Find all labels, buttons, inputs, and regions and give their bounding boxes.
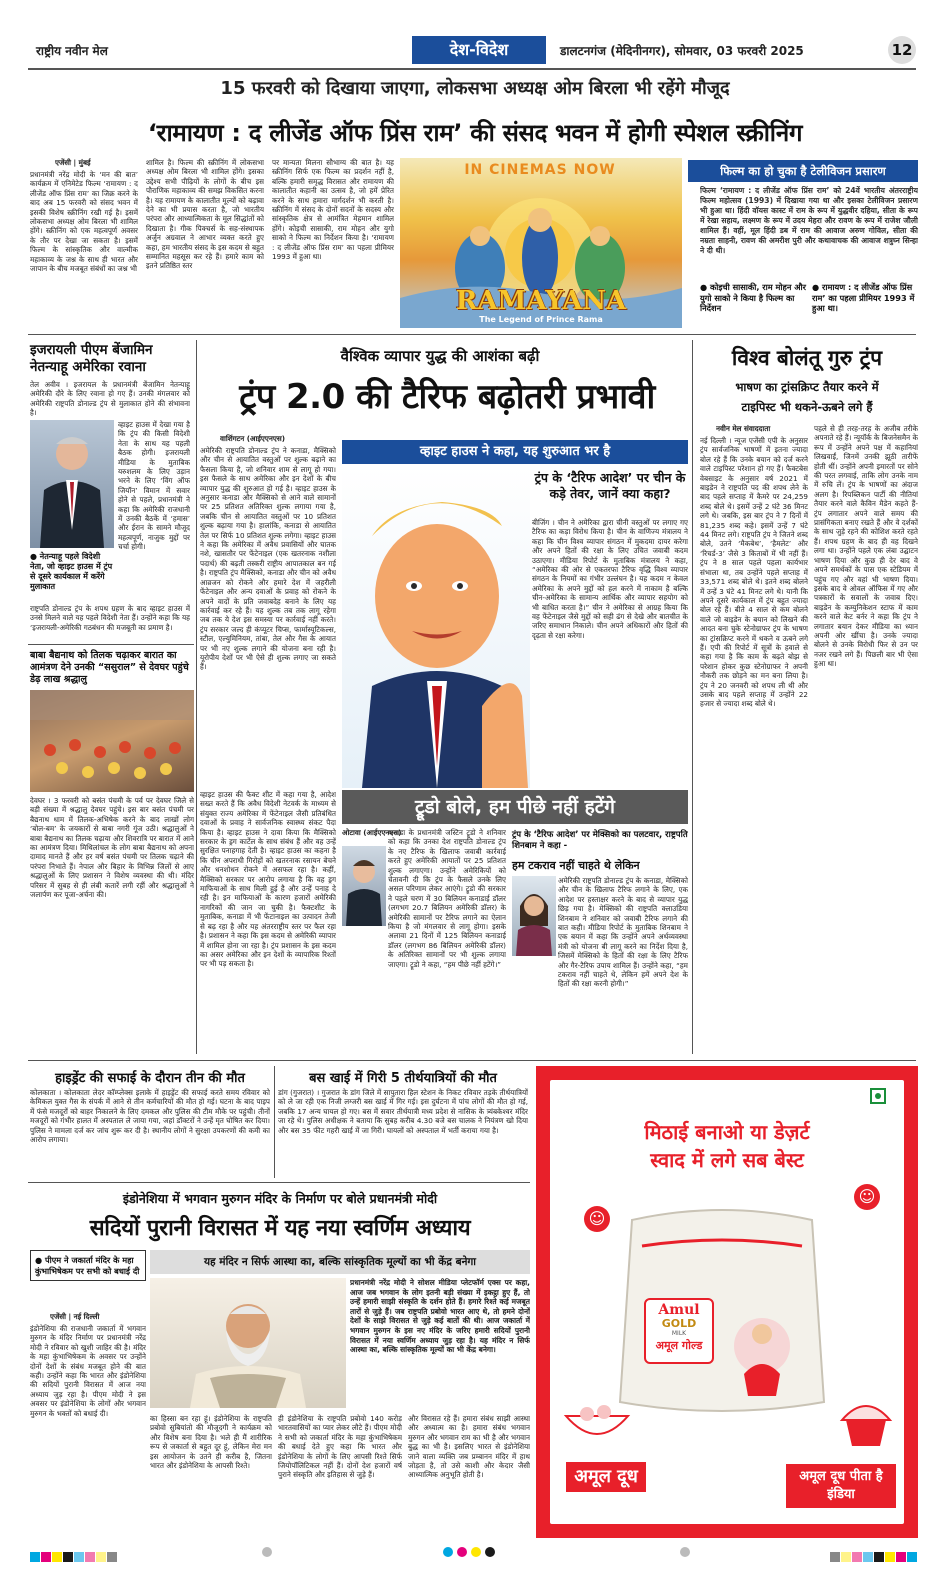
bus-headline: बस खाई में गिरी 5 तीर्थयात्रियों की मौत	[309, 1071, 497, 1086]
bus-text: डांग (गुजरात) । गुजरात के डांग जिले में सापुतारा हिल स्टेशन के निकट रविवार तड़के तीर्थयात्रियों को ले जा रही एक निजी लग्जरी बस खाई में गिर गई। इस दुर्घटना में पांच लोगों की मौत हो गई, जबकि 17 अन्य घायल हो गए। बस में सवार तीर्थयात्री मध्य प्रदेश से नासिक के त्र्यंबकेश्वर मंदिर जा रहे थे। पुलिस अधीक्षक ने बताया कि सुबह करीब 4.30 बजे बस चालक ने नियंत्रण खो दिया और बस 35 फीट गहरी खाई में जा गिरी। घायलों को अस्पताल में भर्ती कराया गया है।	[278, 1088, 528, 1135]
mexico-quote: हम टकराव नहीं चाहते थे लेकिन	[512, 859, 640, 872]
netanyahu-caption	[30, 552, 116, 592]
bullet-dot: ●	[700, 282, 710, 292]
indonesia-box	[30, 1250, 146, 1281]
netanyahu-photo	[30, 420, 114, 548]
tariff-dateline: वाशिंगटन (आईएएनएस)	[220, 434, 285, 443]
mexico-head: ट्रंप के ‘टैरिफ आदेश’ पर मेक्सिको का पलटवार, राष्ट्रपति शिनबाम ने कहा -	[512, 830, 688, 851]
reg-dot-yellow	[471, 1547, 481, 1557]
indonesia-lead: प्रधानमंत्री नरेंद्र मोदी ने सोशल मीडिया प्लेटफॉर्म एक्स पर कहा, आज जब भगवान के लोग इतनी बड़ी संख्या में इकट्ठा हुए हैं, तो उन्हें हमारी साझी संस्कृति के दर्शन होते हैं। हमारे रिश्ते कई मजबूत तारों से जुड़े हैं। जब राष्ट्रपति प्रबोवो भारत आए थे, तो हमने दोनों देशों के साझे विरासत से जुड़े कई बातों की थी। आज जकार्ता में भगवान मुरुगन के इस नए मंदिर के जरिए हमारी सदियों पुरानी विरासत में नया स्वर्णिम अध्याय जुड़ रहा है। यह मंदिर न सिर्फ आस्था का, बल्कि सांस्कृतिक मूल्यों का भी केंद्र बनेगा।	[350, 1278, 530, 1355]
caption-dot: ●	[30, 552, 40, 561]
modi-photo	[150, 1278, 346, 1408]
trump-illustration	[342, 466, 530, 788]
netanyahu-text-bottom: राष्ट्रपति डोनाल्ड ट्रंप के शपथ ग्रहण के बाद व्हाइट हाउस में उनसे मिलने वाले यह पहले विदेशी नेता हैं। उन्होंने कहा कि यह ‘इजरायली-अमेरिकी गठबंधन की मजबूती का प्रमाण है।	[30, 604, 190, 632]
trudeau-banner: ट्रूडो बोले, हम पीछे नहीं हटेंगे	[342, 790, 688, 824]
deoghar-photo	[30, 690, 194, 792]
amul-variant: GOLD	[661, 1317, 697, 1330]
dessert-bowl-icon	[562, 1402, 632, 1448]
story1-kicker: 15 फरवरी को दिखाया जाएगा, लोकसभा अध्यक्ष ओम बिरला भी रहेंगे मौजूद	[220, 78, 730, 99]
hydrant-headline: हाइड्रेंट की सफाई के दौरान तीन की मौत	[55, 1071, 245, 1086]
netanyahu-figure	[30, 420, 114, 548]
box-dot: ●	[35, 1255, 45, 1265]
vishwa-col1: नई दिल्ली । न्यूज एजेंसी एपी के अनुसार ट्रंप सार्वजनिक भाषणों में इतना ज्यादा बोल रहे हैं कि उनके बयान को दर्ज करने वाले टाइपिस्ट परेशान हो गए हैं। फैक्टबेस वेबसाइट के अनुसार वर्ष 2021 में बाइडेन ने राष्ट्रपति पद की शपथ लेने के बाद पहले सप्ताह में कैमरे पर 24,259 शब्द बोले थे। इसमें उन्हें 2 घंटे 36 मिनट लगे थे। जबकि, इस बार ट्रंप ने 7 दिनों में 81,235 शब्द कहे। इसमें उन्हें 7 घंटे 44 मिनट लगे। राष्ट्रपति ट्रंप ने जितने शब्द बोले, उतने ‘मैकबेथ’, ‘हैमलेट’ और ‘रिचर्ड-3’ जैसे 3 किताबों में भी नहीं हैं। ट्रंप ने 8 साल पहले पहला कार्यभार संभाला था, तब उन्होंने पहले सप्ताह में 33,571 शब्द बोले थे। इतने शब्द बोलने में उन्हें 3 घंटे 41 मिनट लगे थे। यानी कि अपने दूसरे कार्यकाल में ट्रंप बहुत ज्यादा बोल रहे हैं। बीते 4 साल से कम बोलने वाले जो बाइडेन के बयान को लिखने की आदत बना चुके स्टेनोग्राफर ट्रंप के भाषण का ट्रांसक्रिप्ट करने में थकने व ऊबने लगे हैं। एपी की रिपोर्ट में सूत्रों के हवाले से कहा गया है कि काम के बढ़ते बोझ से परेशान होकर कुछ स्टेनोग्राफर ने अपनी नौकरी तक छोड़ने का मन बना लिया है। ट्रंप ने 20 जनवरी को शपथ ली थी और उसके बाद पहले सप्ताह में उन्होंने 22 हजार से ज्यादा शब्द बोले थे।	[700, 436, 808, 709]
indonesia-col3: ही इंडोनेशिया के राष्ट्रपति प्रबोवो 140 करोड़ भारतवासियों का प्यार लेकर लौटे हैं। पीएम मोदी ने सभी को जकार्ता मंदिर के महा कुंभाभिषेकम की बधाई देते हुए कहा कि भारत और इंडोनेशिया के लोगों के लिए आपसी रिश्ते सिर्फ जियोपॉलिटिकल नहीं हैं। दोनों देश हजारों वर्ष पुराने संस्कृति और इतिहास से जुड़े हैं।	[278, 1414, 402, 1480]
reg-dot-2	[680, 1547, 690, 1557]
indonesia-col1: इंडोनेशिया की राजधानी जकार्ता में भगवान मुरुगन के मंदिर निर्माण पर प्रधानमंत्री नरेंद्र मोदी ने रविवार को खुशी जाहिर की है। मंदिर के महा कुंभाभिषेकम के अवसर पर उन्होंने दोनों देशों के संबंध मजबूत होने की बात कही। उन्होंने कहा कि भारत और इंडोनेशिया की सदियों पुरानी विरासत में आज नया अध्याय जुड़ रहा है। पीएम मोदी ने इस अवसर पर इंडोनेशिया के लोगों और भगवान मुरुगन के भक्तों को बधाई दी।	[30, 1324, 146, 1418]
masthead-logo: राष्ट्रीय नवीन मेल	[36, 44, 108, 58]
modi-figure	[150, 1278, 346, 1408]
mexico-text: अमेरिकी राष्ट्रपति डोनाल्ड ट्रंप के कनाडा, मेक्सिको और चीन के खिलाफ टैरिफ लगाने के लिए, एक आदेश पर हस्ताक्षर करने के बाद से व्यापार युद्ध छिड़ गया है। मेक्सिको की राष्ट्रपति क्लाउडिया शिनबाम ने शनिवार को जवाबी टैरिफ लगाने की बात कही। मीडिया रिपोर्ट के मुताबिक शिनबाम ने एक बयान में कहा कि उन्होंने अपने अर्थव्यवस्था मंत्री को योजना बी लागू करने का निर्देश दिया है, जिसमें मेक्सिको के हितों की रक्षा के लिए टैरिफ और गैर-टैरिफ उपाय शामिल हैं। उन्होंने कहा, “हम टकराव नहीं चाहते थे, लेकिन हमें अपने देश के हितों की रक्षा करनी होगी।”	[558, 876, 688, 989]
vishwa-byline: नवीन मेल संवाददाता	[716, 424, 771, 433]
vrule-3	[274, 1066, 275, 1178]
sheinbaum-figure	[512, 876, 556, 956]
story1-bullet2	[812, 282, 918, 314]
tariff-col2: व्हाइट हाउस की फैक्ट शीट में कहा गया है, आदेश सख्त करते हैं कि अवैध विदेशी नेटवर्क के माध्यम से संयुक्त राज्य अमेरिका में फेंटेनाइल जैसी प्रतिबंधित दवाओं के प्रवाह ने सार्वजनिक स्वास्थ्य संकट पैदा किया है। व्हाइट हाउस ने दावा किया कि मैक्सिको सरकार के ड्रग कार्टेल के साथ संबंध हैं और वह उन्हें सुरक्षित पनाहगाह देती है। व्हाइट हाउस का कहना है कि चीन अपराधी गिरोहों को खतरनाक रसायन बेचने और धनशोधन रोकने में असफल रहा है। कहीं, मैक्सिको सरकार पर आरोप लगाया है कि वह ड्रग माफियाओं के साथ मिली हुई है और उन्हें पनाह दे रही है। इन माफियाओं के कारण हजारों अमेरिकी नागरिकों की जान जा चुकी है। फैक्टशीट के मुताबिक, कनाडा में भी फेंटानाइल का उत्पादन तेजी से बढ़ रहा है और यह अंतरराष्ट्रीय स्तर पर फैल रहा है। प्रशासन ने कहा कि इस कदम से अमेरिकी व्यापार में शामिल होना जा रहा है। ट्रंप प्रशासन के इस कदम का असर अमेरिका और इन देशों के व्यापारिक रिश्तों पर भी पड़ सकता है।	[200, 790, 336, 969]
trump-art	[342, 466, 530, 788]
amul-doodh-logo: अमूल दूध	[566, 1462, 646, 1492]
china-head: ट्रंप के ‘टैरिफ आदेश’ पर चीन के कड़े तेवर, जानें क्या कहा?	[534, 470, 686, 501]
trudeau-photo	[342, 846, 386, 926]
story1-side-text: फिल्म ‘रामायण : द लीजेंड ऑफ प्रिंस राम’ को 24वें भारतीय अंतरराष्ट्रीय फिल्म महोत्सव (1993) में दिखाया गया था और इसका टेलीविजन प्रसारण भी हुआ था। हिंदी वॉयस कास्ट में राम के रूप में युद्धवीर दहिया, सीता के रूप में रेखा सहाय, लक्ष्मण के रूप में उदय मेहरा और रावण के रूप में राजेश जौली शामिल हैं। वहीं, मूल हिंदी डब में राम की आवाज अरुण गोविल, सीता की नम्रता साहनी, रावण की अमरीश पुरी और कथावाचक की आवाज शत्रुघ्न सिन्हा ने दी थी।	[700, 186, 918, 255]
amul-ad	[536, 1066, 918, 1538]
story1-side-head: फिल्म का हो चुका है टेलीविजन प्रसारण	[688, 160, 918, 182]
indonesia-byline: एजेंसी | नई दिल्ली	[50, 1312, 100, 1321]
bullet-dot: ●	[812, 282, 822, 292]
tariff-sub-banner: व्हाइट हाउस ने कहा, यह शुरुआत भर है	[342, 440, 688, 464]
reg-dot-magenta	[457, 1547, 467, 1557]
amul-variant-sub: MILK	[671, 1330, 687, 1337]
page-number: 12	[888, 36, 916, 64]
indonesia-kicker: इंडोनेशिया में भगवान मुरुगन मंदिर के निर्माण पर बोले प्रधानमंत्री मोदी	[122, 1191, 438, 1206]
dateline: डालटनगंज (मेदिनीनगर), सोमवार, 03 फरवरी 2025	[560, 44, 804, 58]
poster-top-text: IN CINEMAS NOW	[464, 162, 616, 178]
rule-4	[28, 1060, 916, 1061]
netanyahu-text-right: व्हाइट हाउस में देखा गया है कि ट्रंप की किसी विदेशी नेता के साथ यह पहली बैठक होगी। इजरायली मीडिया के मुताबिक यरुशलम के लिए उड़ान भरने के लिए ‘विंग ऑफ जियॉन’ विमान में सवार होने से पहले, प्रधानमंत्री ने कहा कि अमेरिकी राजधानी में उनकी बैठकें में ‘हमास’ और ईरान के सामने मौजूद महत्वपूर्ण, नाजुक मुद्दों पर चर्चा होगी।	[118, 420, 190, 552]
indonesia-col4: और विरासत रहे हैं। हमारा संबंध साझी आस्था और अध्यात्म का है। हमारा संबंध भगवान मुरुगन और भगवान राम का भी है और भगवान बुद्ध का भी है। इसलिए भारत से इंडोनेशिया जाने वाला व्यक्ति जब प्रम्बानन मंदिर में हाथ जोड़ता है, तो उसे काशी और केदार जैसी आध्यात्मिक अनुभूति होती है।	[408, 1414, 530, 1480]
story1-byline: एजेंसी | मुंबई	[55, 158, 91, 167]
section-label: देश-विदेश	[412, 36, 546, 64]
ad-headline1: मिठाई बनाओ या डेज़र्ट	[644, 1120, 810, 1144]
reg-dot-1	[262, 1547, 272, 1557]
poster-subtitle: The Legend of Prince Rama	[479, 315, 603, 324]
netanyahu-text-top: तेल अवीव । इजरायल के प्रधानमंत्री बेंजामिन नेतन्याहू अमेरिकी दौरे के लिए रवाना हो गए हैं। उनकी मंगलवार को अमेरिकी राष्ट्रपति डोनाल्ड ट्रंप से मुलाकात होने की संभावना है।	[30, 380, 190, 418]
ad-smiley-right: ☺	[854, 1184, 880, 1210]
story1-col2: शामिल है। फिल्म की स्क्रीनिंग में लोकसभा अध्यक्ष ओम बिरला भी शामिल होंगे। इसका उद्देश्य सभी पीढ़ियों के लोगों के बीच इस पौराणिक महाकाव्य की समझ विकसित करना है। यह रामायण के कालातीत मूल्यों को बढ़ावा देने का भी प्रयास करता है, जो भारतीय परंपरा और आध्यात्मिकता के मूल सिद्धांतों को दिखाता है। गीक पिक्चर्स के सह-संस्थापक अर्जुन अग्रवाल ने आभार व्यक्त करते हुए कहा, हम भारतीय संसद के इस कदम से बहुत सम्मानित महसूस कर रहे हैं। हमारे काम को इतने प्रतिष्ठित स्तर	[146, 158, 264, 271]
indonesia-box-text: पीएम ने जकार्ता मंदिर के महा कुंभाभिषेकम पर सभी को बधाई दी	[35, 1255, 140, 1276]
bullet1-text: कोइची सासाकी, राम मोहन और युगो साको ने किया है फिल्म का निर्देशन	[700, 282, 806, 313]
vrule-1	[196, 340, 197, 1054]
rule-2	[28, 334, 916, 335]
ad-smiley-left: ☺	[584, 1206, 610, 1232]
vishwa-sub2: टाइपिस्ट भी थकने-ऊबने लगे हैं	[741, 400, 873, 414]
reg-dot-cyan	[443, 1547, 453, 1557]
tariff-headline: ट्रंप 2.0 की टैरिफ बढ़ोतरी प्रभावी	[239, 377, 655, 417]
story1-col1: प्रधानमंत्री नरेंद्र मोदी के ‘मन की बात’ कार्यक्रम में एनिमेटेड फिल्म ‘रामायण : द लीजेंड ऑफ प्रिंस राम’ का जिक्र करने के बाद अब 15 फरवरी को संसद भवन में इसकी विशेष स्क्रीनिंग रखी गई है। इसमें लोकसभा अध्यक्ष ओम बिरला भी शामिल होंगे। स्क्रीनिंग को एक महत्वपूर्ण अवसर के तौर पर देखा जा सकता है। इसमें फिल्म के सांस्कृतिक और वाल्मीक महाकाव्य के जश्न के साथ ही भारत और जापान के बीच मजबूत संबंधों का जश्न भी	[30, 170, 138, 274]
netanyahu-headline: इजरायली पीएम बेंजामिन नेतन्याहू अमेरिका रवाना	[30, 342, 153, 375]
ramayana-poster	[400, 158, 682, 328]
story1-bullet1	[700, 282, 808, 314]
tariff-kicker: वैश्विक व्यापार युद्ध की आशंका बढ़ी	[340, 347, 540, 365]
netanyahu-caption-text: नेतन्याहू पहले विदेशी नेता, जो व्हाइट हाउस में ट्रंप से दूसरे कार्यकाल में करेंगे मुलाकात	[30, 552, 113, 591]
trudeau-figure	[342, 846, 386, 926]
indonesia-headline: सदियों पुरानी विरासत में यह नया स्वर्णिम अध्याय	[89, 1216, 471, 1241]
masthead-bar	[28, 36, 918, 66]
amul-brand: Amul	[658, 1302, 700, 1318]
crowd-art	[30, 690, 194, 792]
tariff-col1: अमेरिकी राष्ट्रपति डोनाल्ड ट्रंप ने कनाडा, मैक्सिको और चीन से आयातित वस्तुओं पर शुल्क बढ़ाने का फैसला किया है, जो शनिवार शाम से लागू हो गया। इस फैसले के साथ अमेरिका और इन देशों के बीच व्यापार युद्ध की शुरुआत हो गई है। व्हाइट हाउस के अनुसार कनाडा और मैक्सिको से आने वाले सामानों पर 25 प्रतिशत अतिरिक्त शुल्क लगाया गया है, जबकि चीन से आयातित वस्तुओं पर 10 प्रतिशत शुल्क बढ़ाया गया है। हालांकि, कनाडा से आयातित तेल पर सिर्फ 10 प्रतिशत शुल्क लगेगा। व्हाइट हाउस ने कहा कि अमेरिका में अवैध प्रवासियों और घातक नशे, खासतौर पर फेंटेनाइल (एक खतरनाक नशीला पदार्थ) की बढ़ती तस्करी राष्ट्रीय आपातकाल बन गई है। राष्ट्रपति ट्रंप मैक्सिको, कनाडा और चीन को अवैध आव्रजन को रोकने और हमारे देश में जहरीली फेंटेनाइल और अन्य दवाओं के प्रवाह को रोकने के अपने वादों के प्रति जवाबदेह बनाने के लिए यह कार्रवाई कर रहे हैं। यह शुल्क तब तक लागू रहेगा जब तक ये देश इस समस्या पर कार्रवाई नहीं करते। ट्रंप सरकार जल्द ही कंप्यूटर चिप्स, फार्मास्यूटिकल्स, स्टील, एल्युमिनियम, तांबा, तेल और गैस के आयात पर भी नए शुल्क लगाने की योजना बना रही है। यूरोपीय देशों पर भी ऐसे ही शुल्क लगाए जा सकते हैं।	[200, 446, 336, 672]
ad-headline2: स्वाद में लगे सब बेस्ट	[650, 1148, 804, 1172]
vishwa-sub1: भाषण का ट्रांसक्रिप्ट तैयार करने में	[735, 380, 879, 394]
indonesia-col2: का हिस्सा बन रहा हूं। इंडोनेशिया के राष्ट्रपति प्रबोवो सुबियांतो की मौजूदगी ने कार्यक्रम को और विशेष बना दिया है। भले ही मैं शारीरिक रूप से जकार्ता से बहुत दूर हूं, लेकिन मेरा मन इस आयोजन के उतने ही करीब है, जितना भारत और इंडोनेशिया के आपसी रिश्ते।	[150, 1414, 272, 1471]
deoghar-headline: बाबा बैद्यनाथ को तिलक चढ़ाकर बारात का आमंत्रण देने उनकी “ससुराल” से देवघर पहुंचे डेढ़ लाख श्रद्धालु	[30, 650, 189, 685]
indonesia-banner: यह मंदिर न सिर्फ आस्था का, बल्कि सांस्कृतिक मूल्यों का भी केंद्र बनेगा	[150, 1250, 530, 1274]
sheinbaum-photo	[512, 876, 556, 956]
china-text: बीजिंग । चीन ने अमेरिका द्वारा चीनी वस्तुओं पर लगाए गए टैरिफ का कड़ा विरोध किया है। चीन के वाणिज्य मंत्रालय ने कहा कि चीन विश्व व्यापार संगठन में मुकदमा दायर करेगा और अपने हितों की रक्षा के लिए उचित जवाबी कदम उठाएगा। मीडिया रिपोर्ट के मुताबिक मंत्रालय ने कहा, “अमेरिका की ओर से एकतरफा टैरिफ वृद्धि विश्व व्यापार संगठन के नियमों का गंभीर उल्लंघन है। यह कदम न केवल अमेरिका के अपने मुद्दों को हल करने में नाकाम है बल्कि चीन-अमेरिका के सामान्य आर्थिक और व्यापार सहयोग को भी बाधित करता है।” चीन ने अमेरिका से आग्रह किया कि वह फेंटेनाइल जैसे मुद्दों को सही ढंग से देखे और बातचीत के जरिए समाधान निकाले। चीन अपने अधिकारों और हितों की दृढ़ता से रक्षा करेगा।	[532, 518, 688, 640]
amul-pack-hindi: अमूल गोल्ड	[655, 1339, 703, 1352]
poster-title: RAMAYANA	[455, 286, 627, 316]
story1-col3: पर मान्यता मिलना सौभाग्य की बात है। यह स्क्रीनिंग सिर्फ एक फिल्म का प्रदर्शन नहीं है, बल्कि हमारी समृद्ध विरासत और रामायण की कालातीत कहानी का उत्सव है, जो हमें प्रेरित करने के साथ हमारा मार्गदर्शन भी करती है। स्क्रीनिंग में संसद के दोनों सदनों के सदस्य और सांस्कृतिक क्षेत्र से आमंत्रित मेहमान शामिल होंगे। कोइची सासाकी, राम मोहन और युगो साको ने फिल्म का निर्देशन किया है। ‘रामायण : द लीजेंड ऑफ प्रिंस राम’ का पहला प्रीमियर 1993 में हुआ था।	[272, 158, 394, 262]
ad-tagline: अमूल दूध पीता है इंडिया	[786, 1464, 896, 1508]
vrule-2	[692, 340, 693, 1054]
vishwa-headline: विश्व बोलंतू गुरु ट्रंप	[731, 346, 883, 370]
footer-color-bar-right	[830, 1547, 918, 1557]
header-rule	[28, 68, 916, 70]
footer-color-bar-left	[30, 1547, 118, 1557]
cupcake-icon	[836, 1392, 896, 1448]
trudeau-text: कनाडा के प्रधानमंत्री जस्टिन ट्रूडो ने शनिवार को कहा कि उनका देश राष्ट्रपति डोनाल्ड ट्रंप के नए टैरिफ के खिलाफ जवाबी कार्रवाई करते हुए अमेरिकी आयातों पर 25 प्रतिशत शुल्क लगाएगा। उन्होंने अमेरिकियों को चेतावनी दी कि ट्रंप के फैसले उनके लिए असल परिणाम लेकर आएंगे। ट्रूडो की सरकार ने पहले चरण में 30 बिलियन कनाडाई डॉलर (लगभग 20.7 बिलियन अमेरिकी डॉलर) के अमेरिकी सामानों पर टैरिफ लगाने का ऐलान किया है जो मंगलवार से लागू होगा। इसके अलावा 21 दिनों में 125 बिलियन कनाडाई डॉलर (लगभग 86 बिलियन अमेरिकी डॉलर) के अतिरिक्त सामानों पर भी शुल्क लगाया जाएगा। ट्रूडो ने कहा, “हम पीछे नहीं हटेंगे।”	[388, 828, 506, 969]
rule-3	[28, 644, 194, 645]
rule-5	[28, 1182, 530, 1183]
amul-brand-badge	[644, 1298, 714, 1364]
bullet2-text: रामायण : द लीजेंड ऑफ प्रिंस राम’ का पहला प्रीमियर 1993 में हुआ था।	[812, 282, 915, 313]
reg-dot-black	[485, 1547, 495, 1557]
trudeau-dateline: ओटावा (आईएएनएस)	[342, 828, 402, 837]
vishwa-col2: पहले से ही तरह-तरह के अजीब तरीके अपनाते रहे हैं। न्यूयॉर्क के बिजनेसमैन के रूप में उन्होंने अपने पक्ष में कहानियां लिखवाईं, जिनमें उनकी झूठी तारीफें होती थीं। उन्होंने अपनी इमारतों पर सोने की परत लगवाई, ताकि लोग उनके नाम में रुचि लें। ट्रंप के भाषणों का अंदाज अलग है। रिपब्लिकन पार्टी की नीतियां तैयार करने वाले कैविन मैडेन कहते हैं- ट्रंप लगातार अपने वाले समय की प्रासंगिकता बनाए रखते हैं और वे दर्शकों के साथ जुड़े रहने की कोशिश करते रहते हैं। शपथ ग्रहण के बाद ही वह दिखने लगा था। उन्होंने पहले एक लंबा उद्घाटन भाषण दिया और कुछ ही देर बाद वे अपने समर्थकों के पास एक स्टेडियम में पहुंच गए और वहां भी भाषण दिया। इसके बाद वे ओवल ऑफिस में गए और पत्रकारों के सवालों के जवाब दिए। बाइडेन के कम्युनिकेशन स्टाफ में काम करने वाले केट बर्नर ने कहा कि ट्रंप ने लगातार बयान देकर मीडिया का ध्यान अपनी ओर खींचा है। उनके ज्यादा बोलने से उनके विरोधी फिर से उन पर नजर रखने लगे हैं। पिछली बार भी ऐसा हुआ था।	[814, 424, 918, 669]
veg-mark-icon	[870, 1088, 886, 1104]
deoghar-text: देवघर । 3 फरवरी को बसंत पंचमी के पर्व पर देवघर जिले से बड़ी संख्या में श्रद्धालु देवघर पहुंचे। इस बार बसंत पंचमी पर बैद्यनाथ धाम में तिलक-अभिषेक करने के बाद लाखों लोग ‘बोल-बम’ के जयकारों से बाबा नगरी गूंज उठी। श्रद्धालुओं ने बाबा बैद्यनाथ का तिलक चढ़ाया और शिवरात्रि पर बारात में आने का आमंत्रण दिया। मिथिलांचल के लोग बाबा बैद्यनाथ को अपना दामाद मानते हैं और हर वर्ष बसंत पंचमी पर तिलक चढ़ाने की परंपरा निभाते हैं। नेपाल और बिहार के विभिन्न जिलों से आए श्रद्धालुओं के लिए प्रशासन ने विशेष व्यवस्था की थी। मंदिर परिसर में सुबह से ही लंबी कतारें लगी रहीं और श्रद्धालुओं ने जलार्पण कर पूजा-अर्चना की।	[30, 796, 194, 900]
hydrant-text: कोलकाता । कोलकाता लेदर कॉम्प्लेक्स इलाके में हाइड्रेंट की सफाई करते समय रविवार को केमिकल युक्त गैस के संपर्क में आने से तीन कर्मचारियों की मौत हो गई। घटना के बाद पाइप में फंसे मजदूरों को बाहर निकालने के लिए दमकल और पुलिस की टीम मौके पर पहुंची। तीनों मजदूरों को गंभीर हालत में अस्पताल ले जाया गया, जहां डॉक्टरों ने उन्हें मृत घोषित कर दिया। पुलिस ने मामला दर्ज कर जांच शुरू कर दी है। स्थानीय लोगों ने सुरक्षा उपकरणों की कमी का आरोप लगाया।	[30, 1088, 270, 1145]
story1-headline: ‘रामायण : द लीजेंड ऑफ प्रिंस राम’ की संसद भवन में होगी स्पेशल स्क्रीनिंग	[147, 119, 803, 147]
